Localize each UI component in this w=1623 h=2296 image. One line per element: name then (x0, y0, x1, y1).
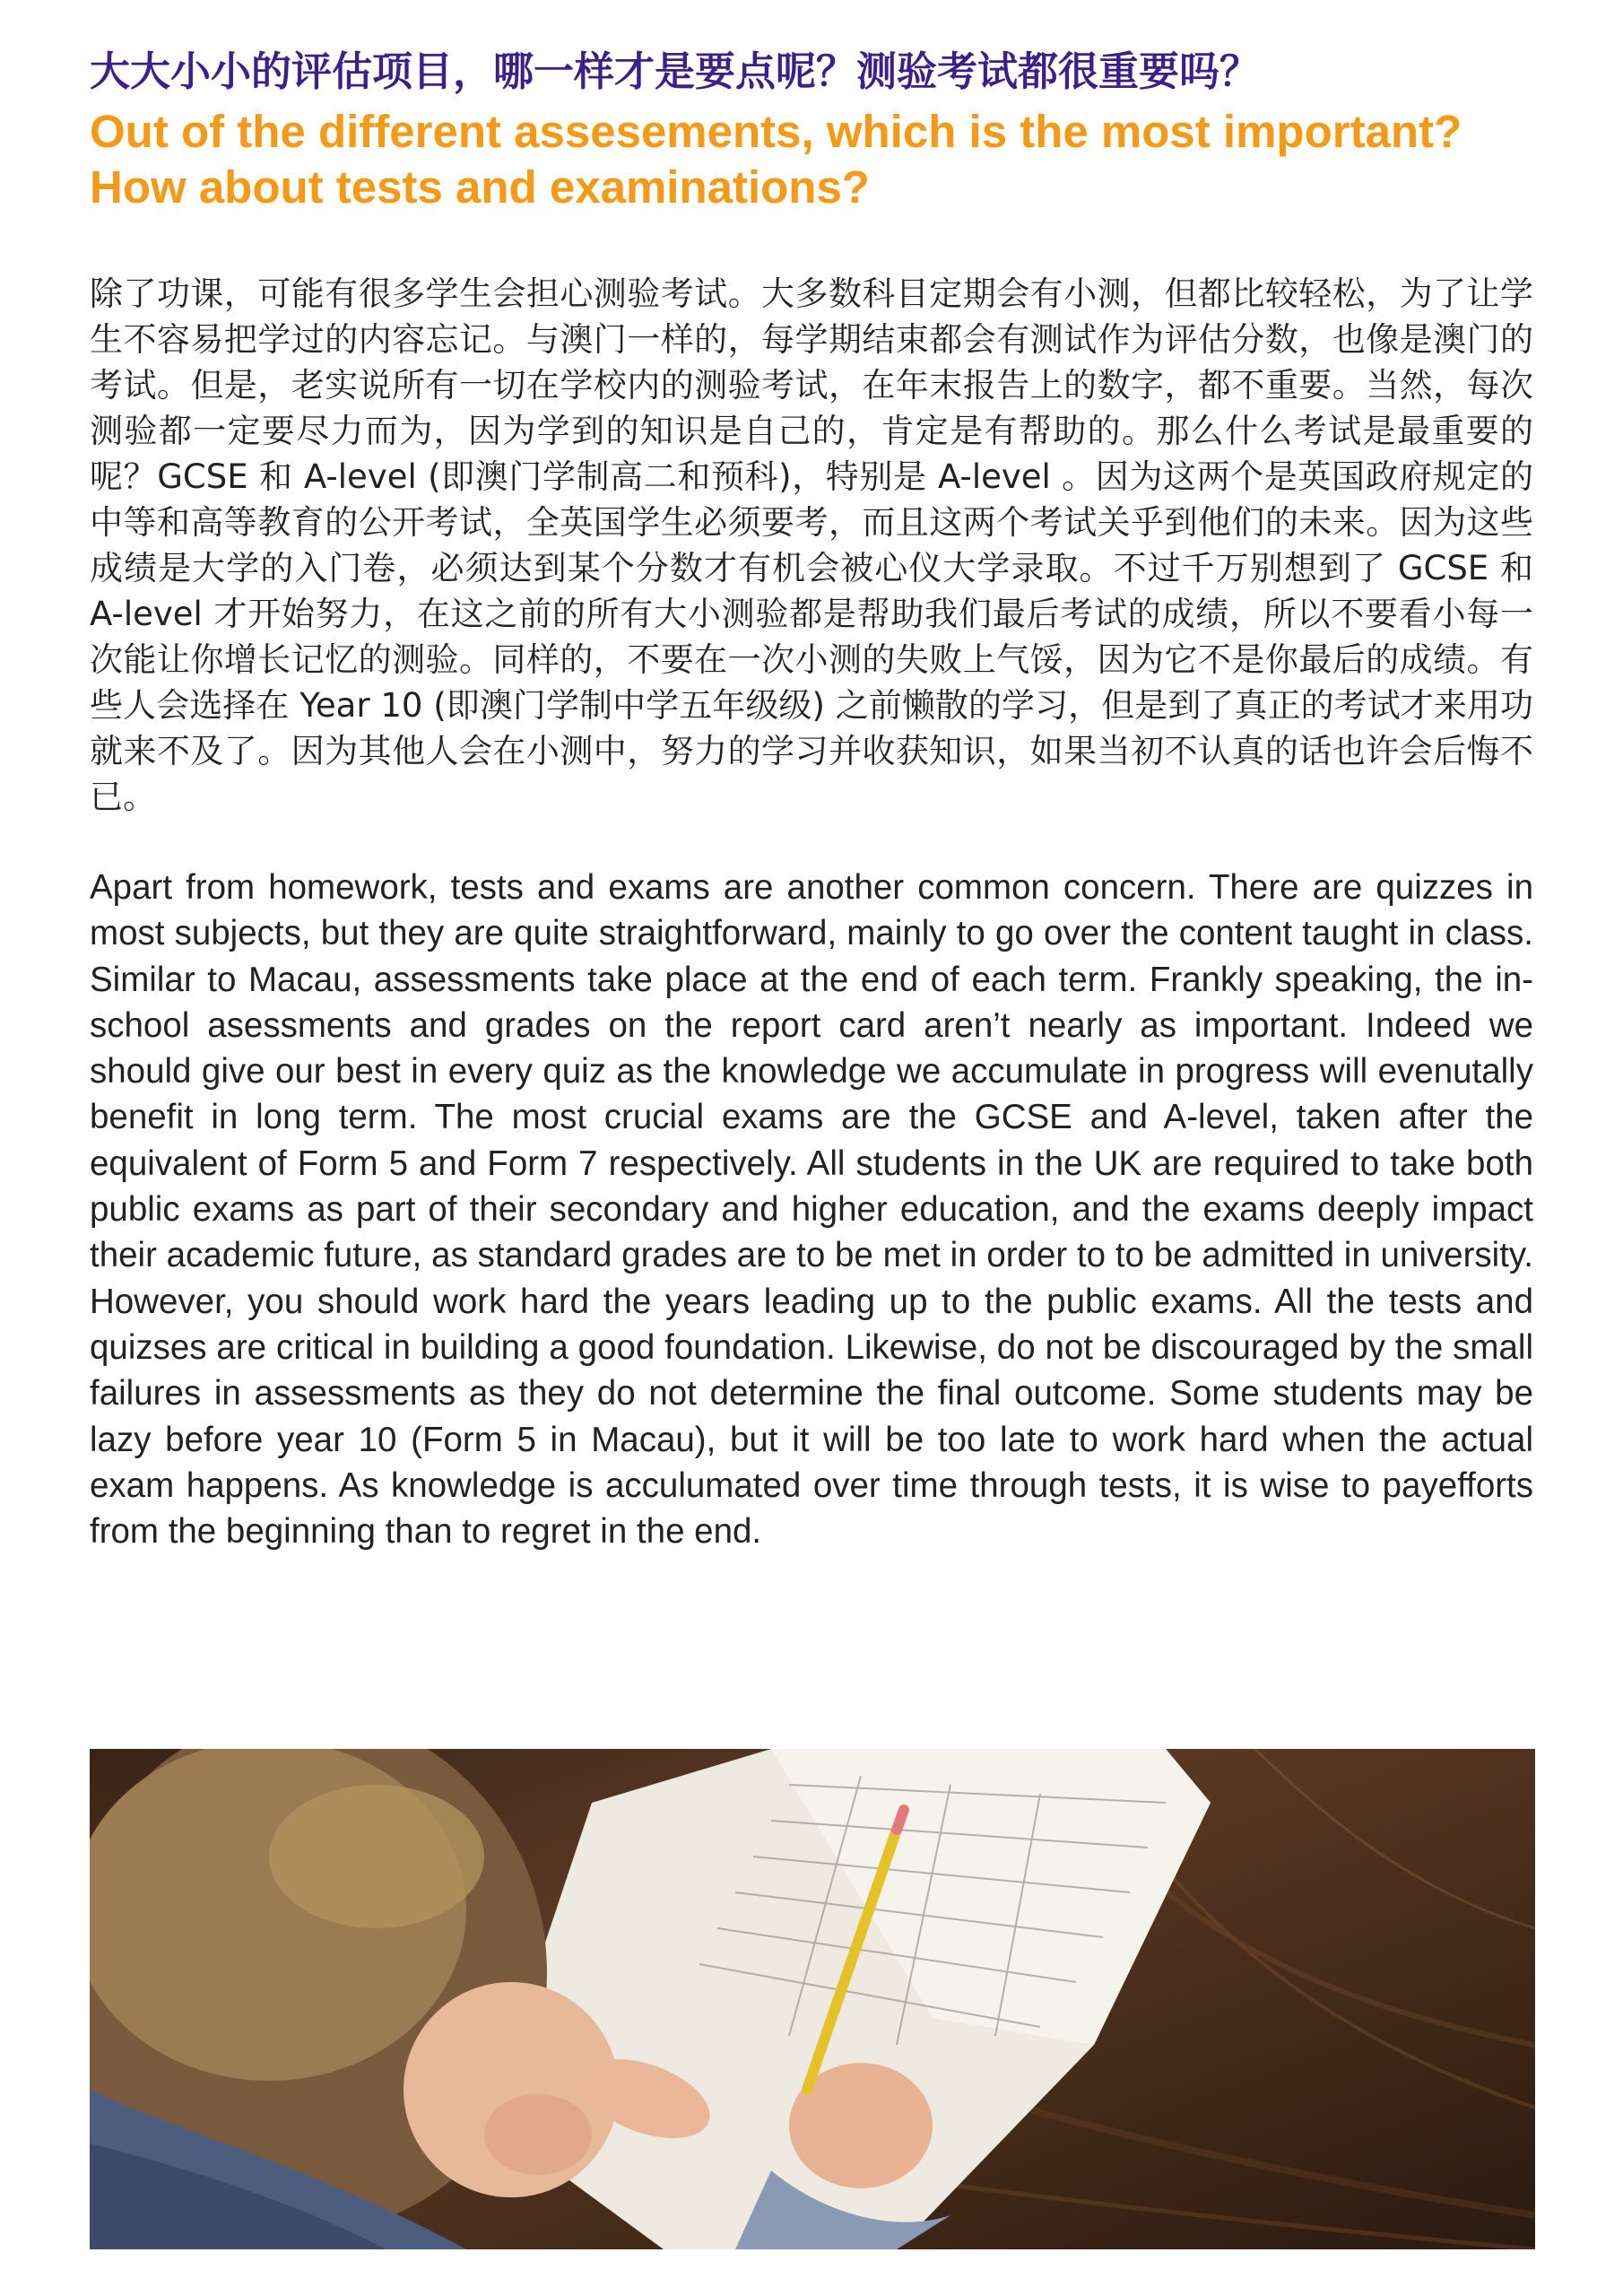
chinese-paragraph: 除了功课，可能有很多学生会担心测验考试。大多数科目定期会有小测，但都比较轻松，为了让学生不容易把学过的内容忘记。与澳门一样的，每学期结束都会有测试作为评估分数，也像是澳门的考试。但是，老实说所有一切在学校内的测验考试，在年末报告上的数字，都不重要。当然，每次测验都一定要尽力而为，因为学到的知识是自己的，肯定是有帮助的。那么什么考试是最重要的呢？GCSE 和 A-level (即澳门学制高二和预科)，特别是 A-level 。因为这两个是英国政府规定的中等和高等教育的公开考试，全英国学生必须要考，而且这两个考试关乎到他们的未来。因为这些成绩是大学的入门卷，必须达到某个分数才有机会被心仪大学录取。不过千万别想到了 GCSE 和 A-level 才开始努力，在这之前的所有大小测验都是帮助我们最后考试的成绩，所以不要看小每一次能让你增长记忆的测验。同样的，不要在一次小测的失败上气馁，因为它不是你最后的成绩。有些人会选择在 Year 10 (即澳门学制中学五年级级) 之前懒散的学习，但是到了真正的考试才来用功就来不及了。因为其他人会在小测中，努力的学习并收获知识，如果当初不认真的话也许会后悔不已。 (90, 274, 1533, 816)
chinese-heading: 大大小小的评估项目，哪一样才是要点呢？测验考试都很重要吗？ (90, 48, 1261, 95)
english-paragraph: Apart from homework, tests and exams are another common concern. There are quizzes in most subjects, but they are quite straightforward, mainly to go over the content taught in class. Similar to Macau, assessments take place at the end of each term. Frankly speaking, the in-school asessments and grades on the report card aren’t nearly as important. Indeed we should give our best in every quiz as the knowledge we accumulate in progress will evenutally benefit in long term. The most crucial exams are the GCSE and A-level, taken after the equivalent of Form 5 and Form 7 respectively. All students in the UK are required to take both public exams as part of their secondary and higher education, and the exams deeply impact their academic future, as standard grades are to be met in order to to be admitted in university. However, you should work hard the years leading up to the public exams. All the tests and quizses are critical in building a good foundation. Likewise, do not be discouraged by the small failures in assessments as they do not determine the final outcome. Some students may be lazy before year 10 (Form 5 in Macau), but it will be too late to work hard when the actual exam happens. As knowledge is acculumated over time through tests, it is wise to payefforts from the beginning than to regret in the end. (90, 868, 1533, 1552)
child-writing-photo (90, 1749, 1535, 2249)
photo-illustration (90, 1749, 1535, 2249)
article (90, 45, 1533, 1554)
english-heading: Out of the different assesements, which is the most important? How about tests and examinations? (90, 106, 1462, 213)
